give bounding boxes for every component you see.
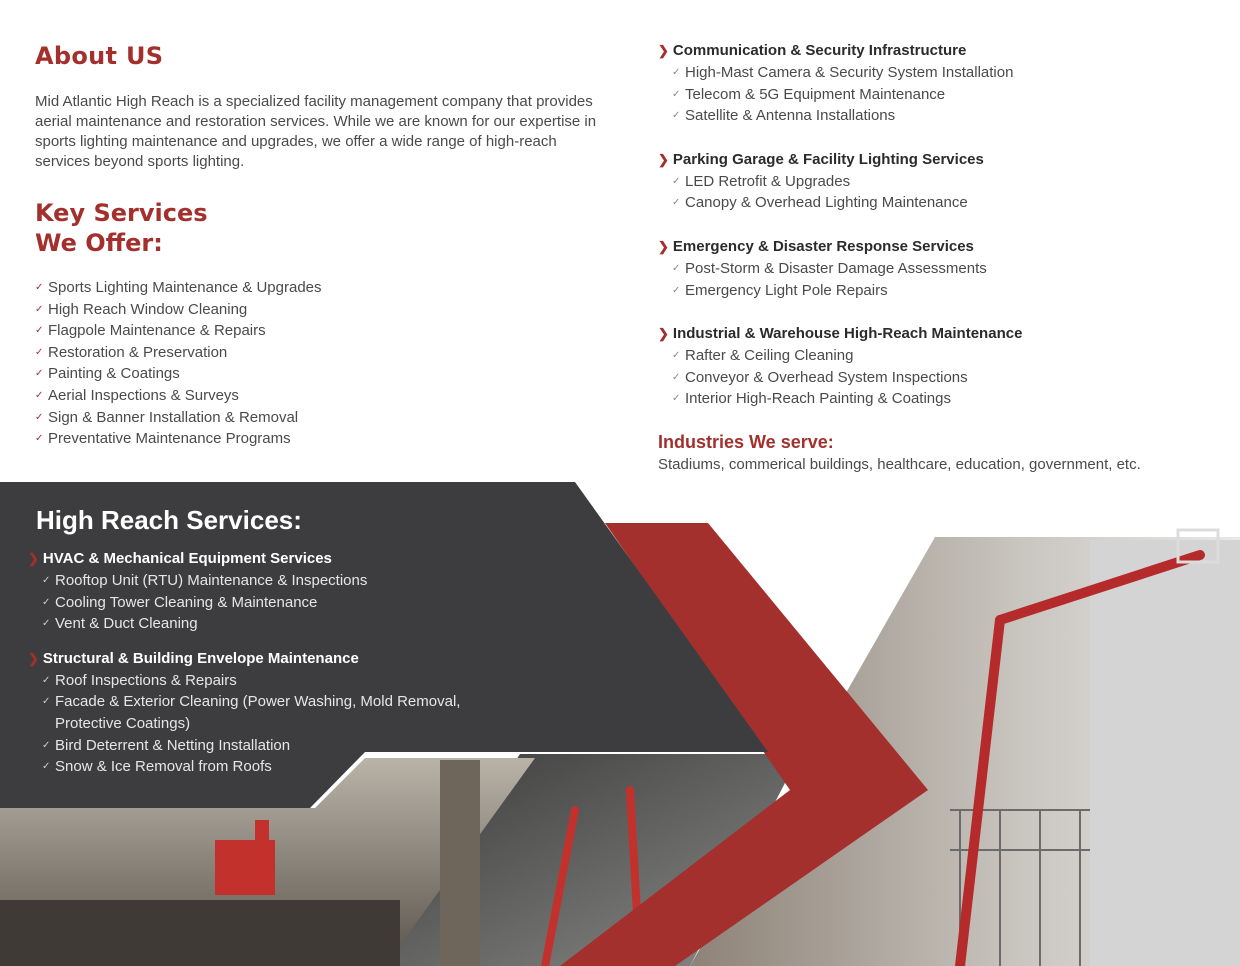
list-item	[672, 388, 1218, 410]
list-item-label: Rafter & Ceiling Cleaning	[685, 347, 854, 365]
category-structural	[28, 648, 460, 778]
list-item	[672, 171, 1218, 193]
list-item-label: Restoration & Preservation	[48, 343, 228, 361]
list-item	[42, 713, 460, 735]
list-item	[35, 320, 322, 342]
category-heading	[28, 648, 460, 670]
category-title: Parking Garage & Facility Lighting Services	[672, 150, 984, 168]
chevron-right-icon: ❯	[658, 238, 669, 254]
check-icon: ✓	[35, 368, 44, 380]
category-title: Industrial & Warehouse High-Reach Maintenance	[672, 325, 1023, 343]
check-icon: ✓	[672, 88, 681, 100]
list-item	[42, 735, 460, 757]
list-item	[672, 345, 1218, 367]
check-icon: ✓	[42, 596, 51, 608]
category-heading	[658, 323, 1218, 345]
list-item	[672, 62, 1218, 84]
high-reach-title: High Reach Services:	[36, 505, 302, 535]
check-icon: ✓	[35, 303, 44, 315]
list-item-label: Painting & Coatings	[48, 365, 180, 383]
list-item	[672, 280, 1218, 302]
category-heading	[658, 149, 1218, 171]
chevron-right-icon: ❯	[28, 650, 39, 666]
category-items	[658, 258, 1218, 301]
lobby-pillar	[440, 760, 480, 966]
list-item	[672, 84, 1218, 106]
list-item	[42, 592, 460, 614]
list-item-label: Emergency Light Pole Repairs	[685, 281, 888, 299]
list-item	[35, 277, 322, 299]
list-item-label: Roof Inspections & Repairs	[55, 671, 237, 689]
check-icon: ✓	[672, 393, 681, 405]
list-item-label: High Reach Window Cleaning	[48, 300, 248, 318]
key-services-list	[35, 277, 322, 450]
list-item	[672, 105, 1218, 127]
about-title: About US	[35, 42, 164, 70]
list-item-label: Facade & Exterior Cleaning (Power Washing, Mold Removal,	[55, 693, 461, 711]
check-icon: ✓	[672, 262, 681, 274]
list-item	[42, 570, 460, 592]
check-icon: ✓	[35, 411, 44, 423]
list-item-label: Telecom & 5G Equipment Maintenance	[685, 85, 946, 103]
lobby-floor	[0, 900, 400, 966]
list-item-label: Canopy & Overhead Lighting Maintenance	[685, 194, 968, 212]
check-icon: ✓	[35, 433, 44, 445]
check-icon: ✓	[672, 67, 681, 78]
category-items	[658, 62, 1218, 127]
service-categories	[658, 40, 1218, 432]
check-icon: ✓	[42, 761, 51, 773]
check-icon: ✓	[672, 175, 681, 187]
category-title: Structural & Building Envelope Maintenance	[42, 649, 359, 667]
category-hvac	[28, 548, 460, 635]
list-item-label: Aerial Inspections & Surveys	[48, 386, 239, 404]
key-services-title-line1: Key Services	[35, 199, 208, 227]
check-icon: ✓	[672, 350, 681, 362]
list-item-label: Bird Deterrent & Netting Installation	[55, 736, 291, 754]
list-item	[672, 258, 1218, 280]
list-item-label: Cooling Tower Cleaning & Maintenance	[55, 593, 318, 611]
category-heading	[658, 236, 1218, 258]
high-reach-services	[28, 505, 460, 791]
list-item-label: LED Retrofit & Upgrades	[685, 172, 851, 190]
category-items	[658, 171, 1218, 214]
list-item	[42, 691, 460, 713]
check-icon: ✓	[42, 674, 51, 686]
list-item	[35, 385, 322, 407]
list-item-label: Sports Lighting Maintenance & Upgrades	[48, 279, 322, 296]
check-icon: ✓	[42, 575, 51, 586]
category-title: Communication & Security Infrastructure	[672, 42, 967, 59]
wall-panel	[1090, 540, 1240, 966]
check-icon: ✓	[42, 739, 51, 751]
chevron-right-icon: ❯	[658, 151, 669, 167]
category-emergency	[658, 236, 1218, 301]
check-icon: ✓	[35, 389, 44, 401]
category-items	[28, 670, 460, 778]
industries-title: Industries We serve:	[658, 432, 834, 452]
list-item-label: Sign & Banner Installation & Removal	[48, 408, 299, 426]
check-icon: ✓	[672, 110, 681, 122]
list-item	[35, 363, 322, 385]
industries-text: Stadiums, commerical buildings, healthcare, education, government, etc.	[658, 456, 1141, 473]
list-item-label: Conveyor & Overhead System Inspections	[685, 368, 968, 386]
list-item-label: High-Mast Camera & Security System Installation	[685, 64, 1014, 81]
chevron-right-icon: ❯	[28, 551, 39, 566]
list-item	[42, 670, 460, 692]
category-title: HVAC & Mechanical Equipment Services	[42, 550, 332, 567]
list-item	[672, 367, 1218, 389]
category-items	[28, 570, 460, 635]
check-icon: ✓	[672, 371, 681, 383]
key-services-title	[35, 198, 208, 258]
category-heading	[28, 548, 460, 570]
list-item	[35, 407, 322, 429]
list-item-label: Satellite & Antenna Installations	[685, 107, 896, 125]
check-icon: ✓	[672, 284, 681, 296]
category-industrial	[658, 323, 1218, 410]
list-item	[42, 613, 460, 635]
check-icon: ✓	[42, 696, 51, 708]
list-item	[35, 428, 322, 450]
chevron-right-icon: ❯	[658, 326, 669, 342]
category-title: Emergency & Disaster Response Services	[672, 237, 974, 255]
list-item	[42, 756, 460, 778]
check-icon: ✓	[35, 282, 44, 293]
category-parking	[658, 149, 1218, 214]
list-item-label: Post-Storm & Disaster Damage Assessments	[685, 259, 987, 277]
check-icon: ✓	[672, 197, 681, 209]
category-communication	[658, 40, 1218, 127]
list-item-label: Vent & Duct Cleaning	[55, 615, 198, 633]
check-icon: ✓	[35, 325, 44, 337]
check-icon: ✓	[35, 346, 44, 358]
chevron-right-icon: ❯	[658, 43, 669, 58]
check-icon: ✓	[42, 618, 51, 630]
list-item	[35, 342, 322, 364]
list-item-label: Protective Coatings)	[55, 714, 191, 732]
list-item-label: Flagpole Maintenance & Repairs	[48, 322, 266, 340]
about-paragraph: Mid Atlantic High Reach is a specialized facility management company that provides aerial maintenance and restoration services. While we are known for our expertise in sports lighting maintenance and upgrades, we offer a wide range of high-reach services beyond sports lighting.	[35, 93, 597, 170]
list-item	[672, 192, 1218, 214]
list-item-label: Rooftop Unit (RTU) Maintenance & Inspections	[55, 572, 368, 589]
list-item	[35, 299, 322, 321]
key-services-title-line2: We Offer:	[35, 229, 163, 257]
list-item-label: Interior High-Reach Painting & Coatings	[685, 390, 951, 408]
list-item-label: Preventative Maintenance Programs	[48, 430, 291, 448]
category-heading	[658, 40, 1218, 62]
list-item-label: Snow & Ice Removal from Roofs	[55, 758, 272, 776]
category-items	[658, 345, 1218, 410]
